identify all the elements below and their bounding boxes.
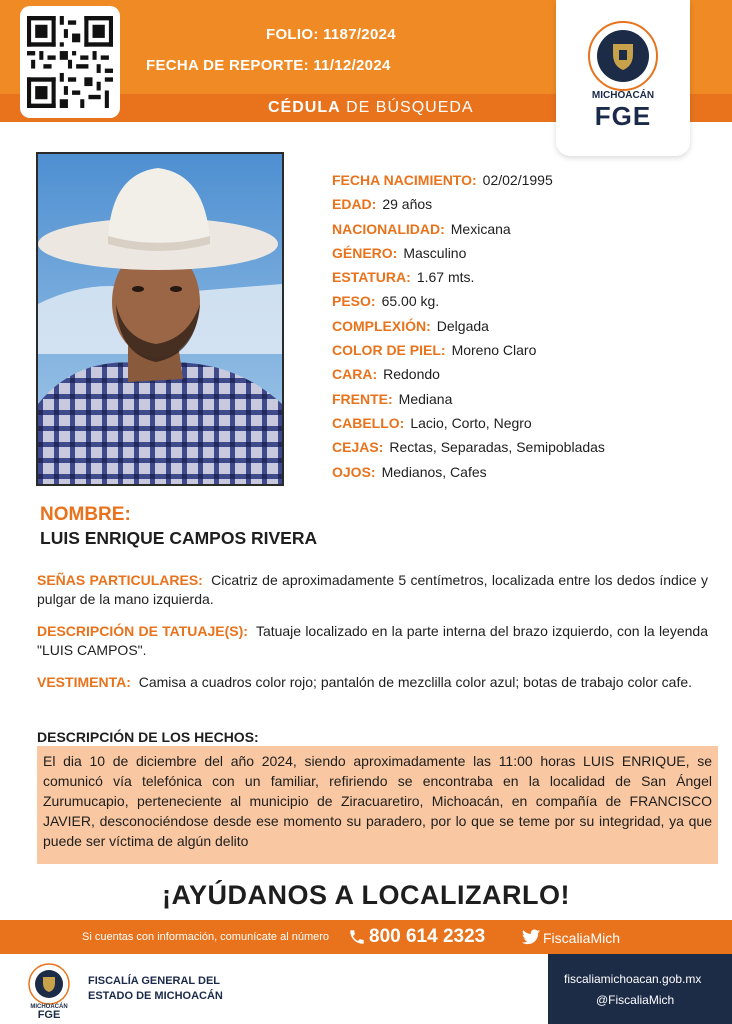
fge-logo-card bbox=[556, 0, 690, 156]
folio: FOLIO: 1187/2024 bbox=[266, 26, 396, 43]
qr-card bbox=[20, 6, 120, 118]
detail-label: COMPLEXIÓN: bbox=[332, 317, 431, 334]
footer-org-name bbox=[88, 974, 223, 1004]
detail-value: Medianos, Cafes bbox=[381, 463, 487, 480]
detail-label: ESTATURA: bbox=[332, 269, 411, 286]
detail-row bbox=[332, 342, 605, 366]
footer-seal-state: MICHOACÁN bbox=[30, 1004, 68, 1010]
detail-value: Masculino bbox=[403, 244, 467, 261]
detail-label: CARA: bbox=[332, 366, 378, 383]
document-title: CÉDULA DE BÚSQUEDA bbox=[268, 99, 474, 116]
footer-seal-acronym: FGE bbox=[37, 1009, 61, 1018]
report-date-value: 11/12/2024 bbox=[313, 57, 391, 74]
detail-value: Lacio, Corto, Negro bbox=[410, 414, 532, 431]
detail-value: 1.67 mts. bbox=[416, 269, 475, 286]
detail-label: COLOR DE PIEL: bbox=[332, 342, 446, 359]
detail-label: GÉNERO: bbox=[332, 244, 398, 261]
qr-code-icon bbox=[27, 16, 113, 108]
clothing-text: Camisa a cuadros color rojo; pantalón de mezclilla color azul; botas de trabajo color cafe. bbox=[138, 674, 693, 690]
facts-description: El dia 10 de diciembre del año 2024, siendo aproximadamente las 11:00 horas LUIS ENRIQUE, se comunicó vía telefónica con un familiar, refiriendo se encontraba en la localidad de San Ángel Zurumucapio, perteneciente al municipio de Ziracuaretiro, Michoacán, en compañía de FRANCISCO JAVIER, desconociéndose desde ese momento su paradero, por lo que se teme por su integridad, ya que puede ser víctima de algún delito bbox=[37, 746, 718, 864]
report-date: FECHA DE REPORTE: 11/12/2024 bbox=[146, 57, 391, 74]
tattoo-label: DESCRIPCIÓN DE TATUAJE(S): bbox=[37, 623, 248, 639]
detail-row bbox=[332, 439, 605, 463]
detail-value: Mexicana bbox=[450, 220, 511, 237]
person-photo-image bbox=[38, 154, 282, 484]
footer-org-line1: FISCALÍA GENERAL DEL bbox=[88, 975, 221, 987]
detail-row bbox=[332, 245, 605, 269]
detail-row bbox=[332, 196, 605, 220]
detail-row bbox=[332, 464, 605, 488]
clothing-label: VESTIMENTA: bbox=[37, 674, 131, 690]
detail-label: EDAD: bbox=[332, 196, 377, 213]
facts-label: DESCRIPCIÓN DE LOS HECHOS: bbox=[37, 729, 259, 745]
tattoo-text: Tatuaje localizado en la parte interna del brazo izquierdo, con la leyenda "LUIS CAMPOS". bbox=[37, 623, 708, 658]
detail-row bbox=[332, 293, 605, 317]
detail-row bbox=[332, 366, 605, 390]
detail-row bbox=[332, 318, 605, 342]
detail-value: Redondo bbox=[383, 366, 440, 383]
phone-icon bbox=[348, 927, 366, 947]
name-label: NOMBRE: bbox=[40, 504, 131, 525]
detail-value: 29 años bbox=[382, 196, 433, 213]
distinguishing-marks bbox=[37, 571, 708, 609]
detail-label: CABELLO: bbox=[332, 414, 405, 431]
detail-row bbox=[332, 172, 605, 196]
footer bbox=[0, 954, 732, 1024]
twitter-icon bbox=[522, 929, 540, 945]
detail-label: FECHA NACIMIENTO: bbox=[332, 172, 477, 188]
tattoo-description bbox=[37, 622, 708, 660]
fge-footer-seal-icon bbox=[20, 962, 78, 1018]
detail-value: 02/02/1995 bbox=[482, 172, 553, 188]
detail-value: Delgada bbox=[436, 317, 489, 334]
detail-value: 65.00 kg. bbox=[381, 293, 440, 310]
person-photo bbox=[36, 152, 284, 486]
detail-label: PESO: bbox=[332, 293, 376, 310]
detail-row bbox=[332, 415, 605, 439]
logo-acronym: FGE bbox=[594, 101, 652, 131]
social-handle[interactable]: @FiscaliaMich bbox=[596, 993, 675, 1007]
phone-number[interactable]: 800 614 2323 bbox=[369, 926, 486, 947]
website-link[interactable]: fiscaliamichoacan.gob.mx bbox=[564, 972, 702, 986]
person-name: LUIS ENRIQUE CAMPOS RIVERA bbox=[40, 528, 318, 548]
footer-contact-panel bbox=[548, 954, 732, 1024]
distinguishing-marks-text: Cicatriz de aproximadamente 5 centímetros, localizada entre los dedos índice y pulgar de la mano izquierda. bbox=[37, 572, 709, 607]
detail-label: NACIONALIDAD: bbox=[332, 220, 445, 237]
logo-state: MICHOACÁN bbox=[591, 90, 655, 101]
physical-details bbox=[332, 172, 605, 488]
detail-value: Rectas, Separadas, Semipobladas bbox=[389, 439, 605, 456]
footer-org-line2: ESTADO DE MICHOACÁN bbox=[88, 990, 223, 1002]
detail-row bbox=[332, 221, 605, 245]
detail-value: Mediana bbox=[398, 390, 453, 407]
distinguishing-marks-label: SEÑAS PARTICULARES: bbox=[37, 572, 203, 588]
detail-label: OJOS: bbox=[332, 463, 376, 480]
folio-value: 1187/2024 bbox=[323, 26, 396, 43]
detail-label: CEJAS: bbox=[332, 439, 384, 456]
call-to-action: ¡AYÚDANOS A LOCALIZARLO! bbox=[162, 880, 570, 910]
fge-seal-icon bbox=[573, 16, 673, 92]
detail-row bbox=[332, 391, 605, 415]
detail-value: Moreno Claro bbox=[451, 342, 537, 359]
twitter-handle[interactable]: FiscaliaMich bbox=[543, 930, 621, 946]
contact-text: Si cuentas con información, comunícate al número bbox=[82, 931, 330, 943]
detail-row bbox=[332, 269, 605, 293]
contact-bar bbox=[0, 920, 732, 954]
detail-label: FRENTE: bbox=[332, 390, 393, 407]
clothing bbox=[37, 673, 708, 692]
